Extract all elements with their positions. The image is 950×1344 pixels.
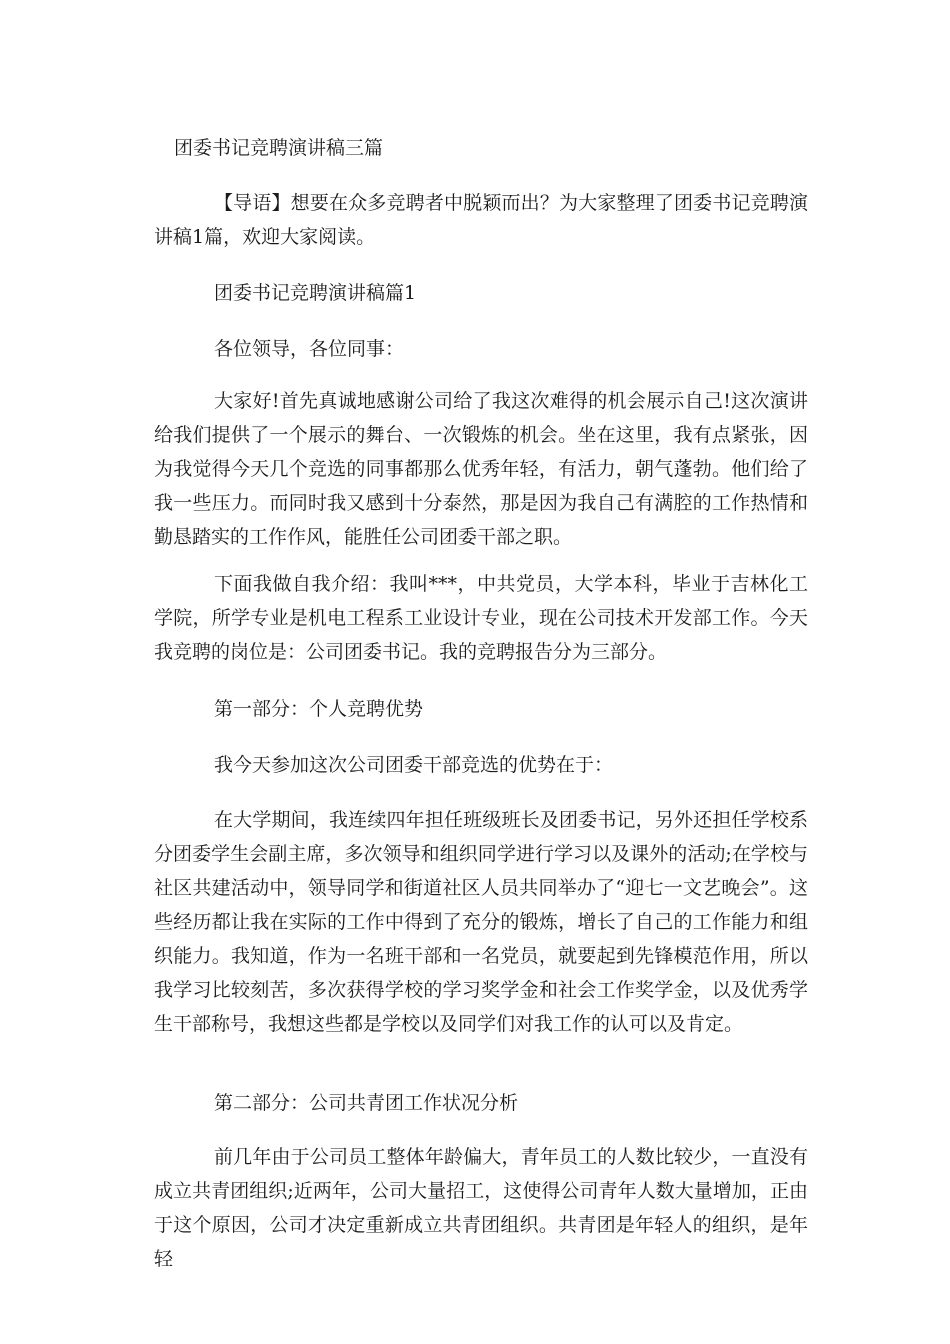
part1-heading: 第一部分：个人竞聘优势 (214, 698, 424, 720)
document-title: 团委书记竞聘演讲稿三篇 (174, 137, 384, 159)
intro-paragraph: 【导语】想要在众多竞聘者中脱颖而出？为大家整理了团委书记竞聘演讲稿1篇，欢迎大家阅读。 (154, 192, 808, 248)
paragraph-opening: 大家好!首先真诚地感谢公司给了我这次难得的机会展示自己!这次演讲给我们提供了一个展示的舞台、一次锻炼的机会。坐在这里，我有点紧张，因为我觉得今天几个竞选的同事都那么优秀年轻，有活力，朝气蓬勃。他们给了我一些压力。而同时我又感到十分泰然，那是因为我自己有满腔的工作热情和勤恳踏实的工作作风，能胜任公司团委干部之职。 (154, 390, 808, 548)
greeting: 各位领导，各位同事： (214, 338, 405, 360)
part1-lead: 我今天参加这次公司团委干部竞选的优势在于： (214, 754, 614, 776)
paragraph-self-intro: 下面我做自我介绍：我叫***，中共党员，大学本科，毕业于吉林化工学院，所学专业是机电工程系工业设计专业，现在公司技术开发部工作。今天我竞聘的岗位是：公司团委书记。我的竞聘报告分为三部分。 (154, 573, 808, 663)
part2-body: 前几年由于公司员工整体年龄偏大，青年员工的人数比较少，一直没有成立共青团组织;近两年，公司大量招工，这使得公司青年人数大量增加，正由于这个原因，公司才决定重新成立共青团组织。共青团是年轻人的组织，是年轻 (154, 1146, 808, 1270)
part1-body: 在大学期间，我连续四年担任班级班长及团委书记，另外还担任学校系分团委学生会副主席，多次领导和组织同学进行学习以及课外的活动;在学校与社区共建活动中，领导同学和街道社区人员共同举办了“迎七一文艺晚会”。这些经历都让我在实际的工作中得到了充分的锻炼，增长了自己的工作能力和组织能力。我知道，作为一名班干部和一名党员，就要起到先锋模范作用，所以我学习比较刻苦，多次获得学校的学习奖学金和社会工作奖学金，以及优秀学生干部称号，我想这些都是学校以及同学们对我工作的认可以及肯定。 (154, 809, 808, 1035)
part2-heading: 第二部分：公司共青团工作状况分析 (214, 1092, 519, 1114)
section-title: 团委书记竞聘演讲稿篇1 (214, 282, 417, 304)
